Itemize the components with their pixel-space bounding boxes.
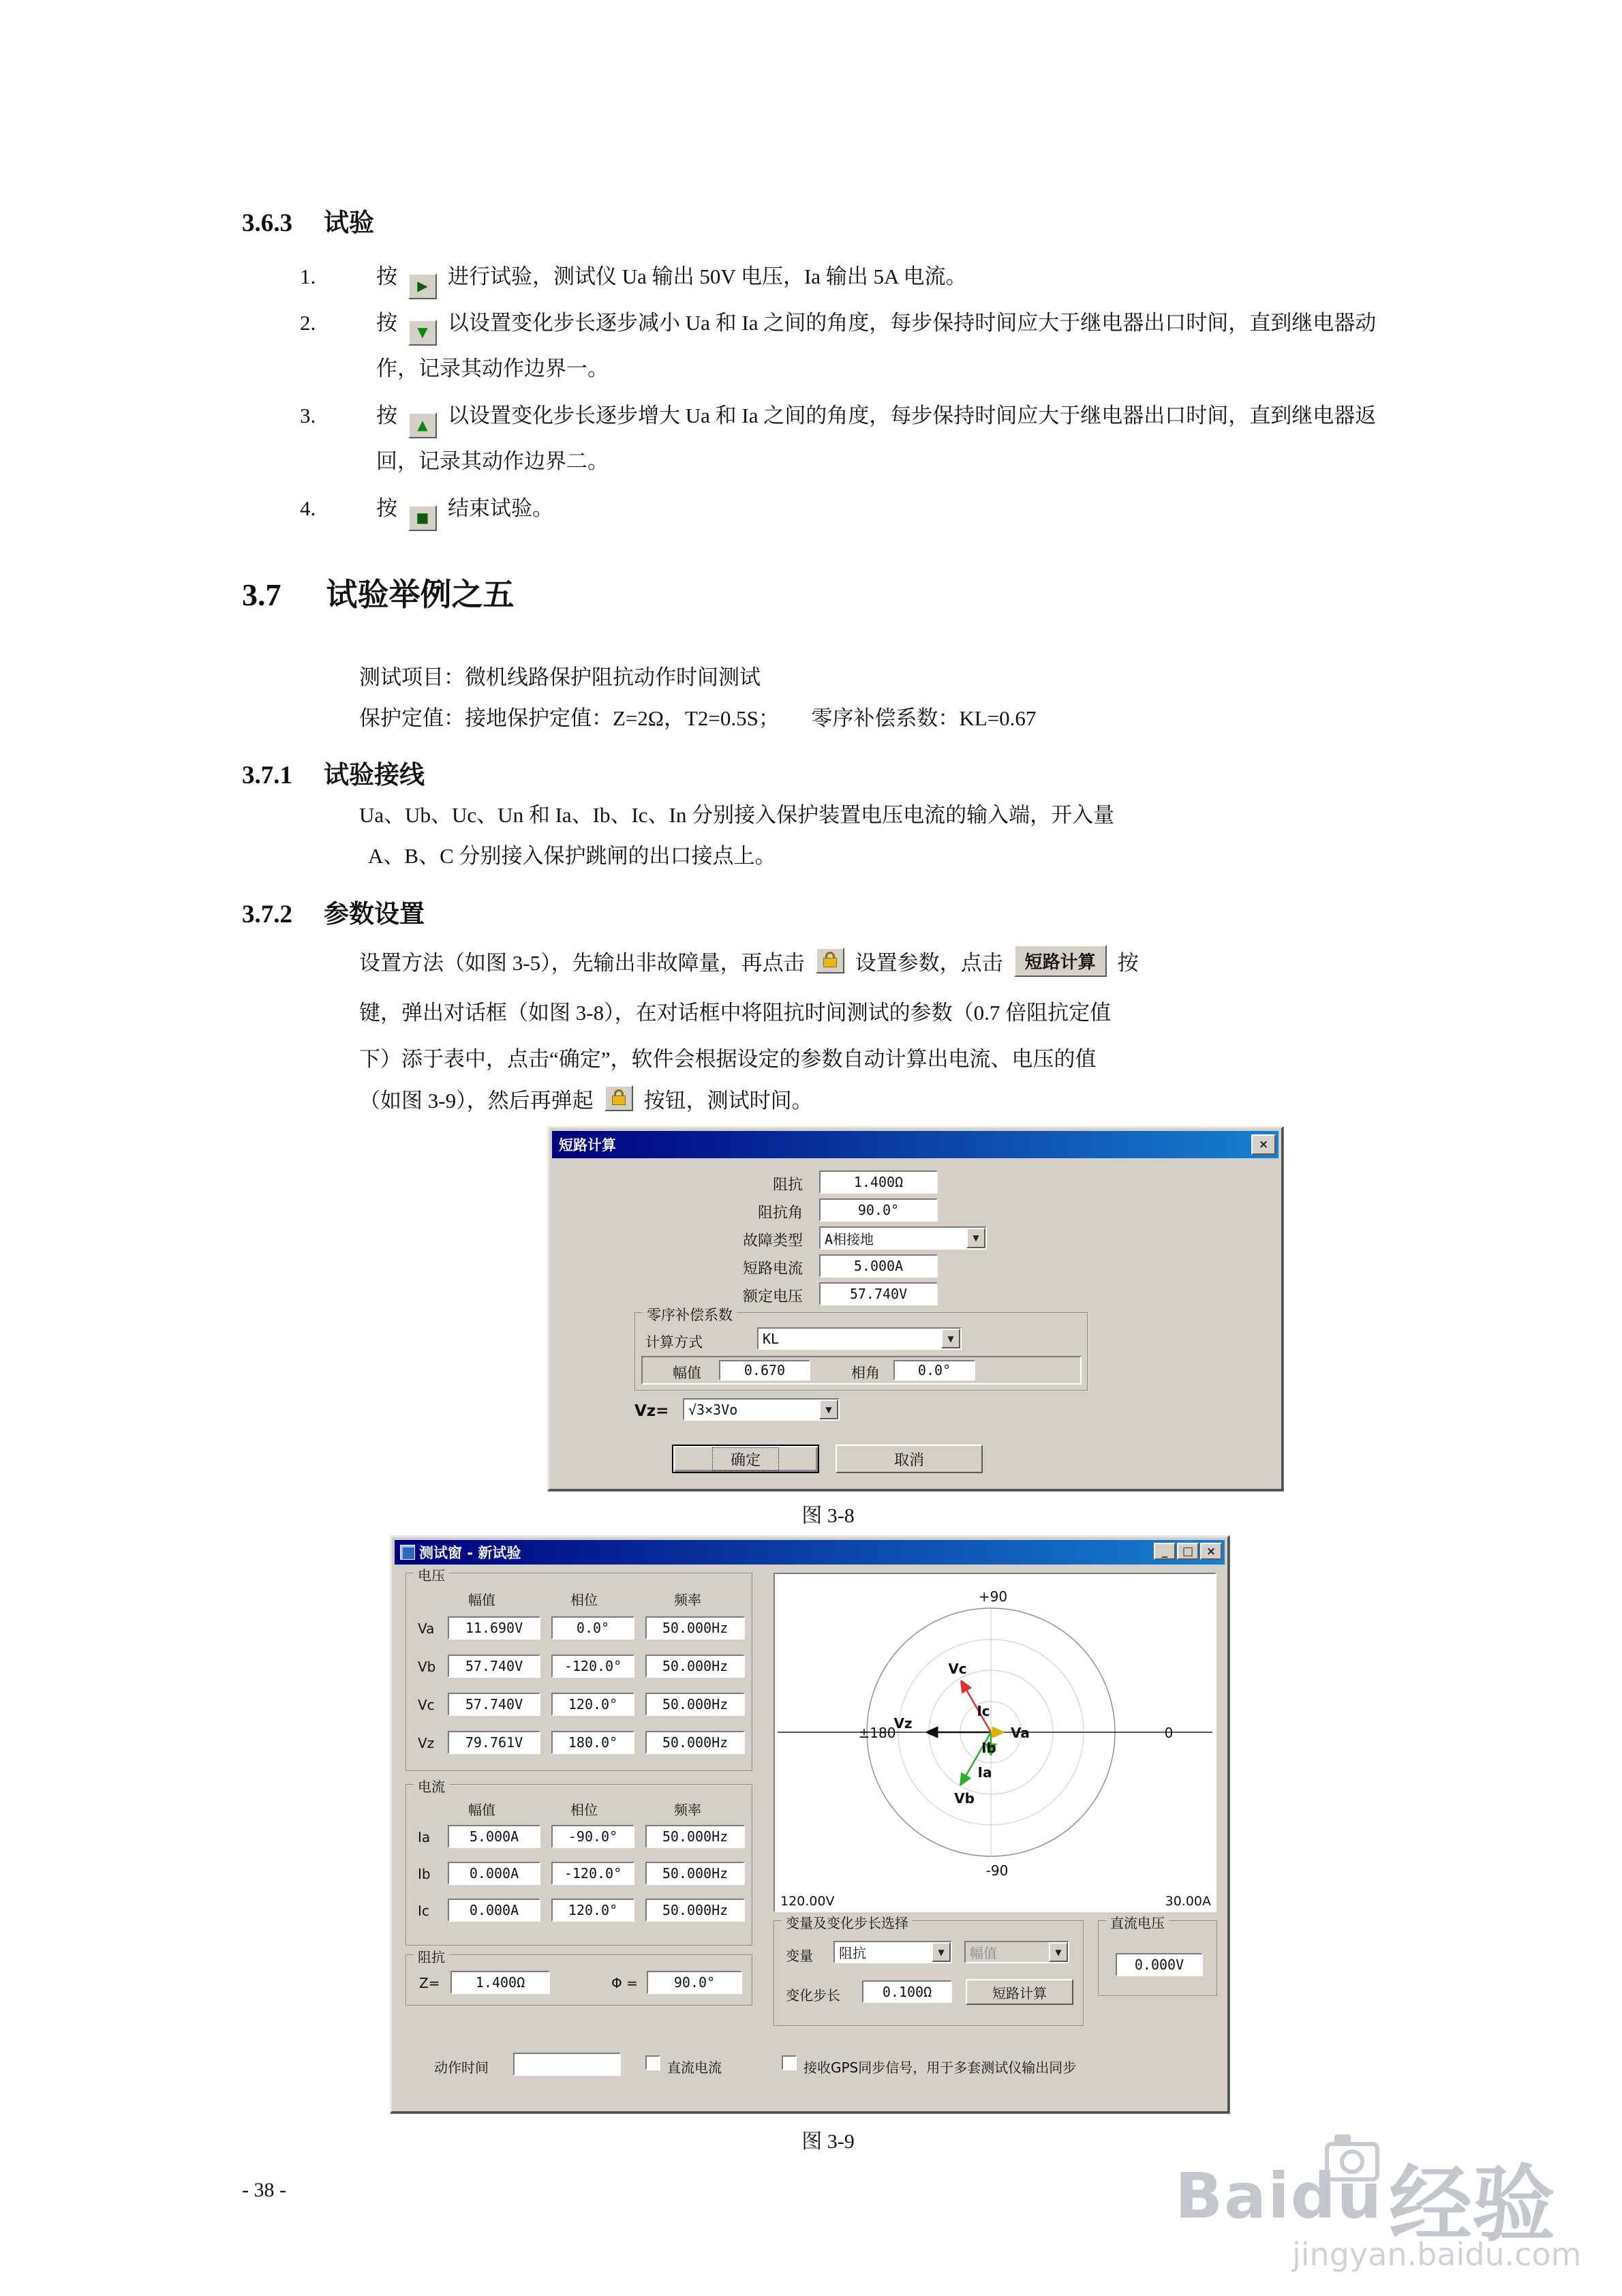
short-circuit-calc-button-image: 短路计算	[1014, 945, 1107, 977]
wiring-line: Ua、Ub、Uc、Un 和 Ia、Ib、Ic、In 分别接入保护装置电压电流的输入端，开入量	[359, 803, 1115, 827]
variable-label: 变量	[786, 1948, 813, 1964]
variable-step-group-label: 变量及变化步长选择	[782, 1912, 913, 1932]
paragraph-line	[359, 939, 1139, 982]
watermark-url: jingyan.baidu.com	[1292, 2236, 1582, 2273]
section-heading-37	[242, 570, 515, 615]
impedance-label: 阻抗	[772, 1177, 803, 1194]
list-number: 2.	[300, 311, 316, 335]
ic-phase-field[interactable]: 120.0°	[551, 1899, 634, 1922]
col-frequency: 频率	[674, 1592, 701, 1608]
ia-amplitude-field[interactable]: 5.000A	[448, 1825, 540, 1848]
lock-icon	[605, 1085, 633, 1111]
app-icon	[400, 1545, 415, 1560]
impedance-group-label: 阻抗	[414, 1946, 449, 1966]
paragraph-text: 按	[1117, 950, 1139, 975]
axis-label-left: ±180	[858, 1725, 896, 1741]
dc-voltage-field[interactable]: 0.000V	[1116, 1953, 1203, 1976]
vb-amplitude-field[interactable]: 57.740V	[448, 1655, 540, 1678]
minimize-icon[interactable]: _	[1154, 1543, 1176, 1560]
cancel-button[interactable]: 取消	[836, 1445, 983, 1473]
paragraph-text: （如图 3-9），然后再弹起	[359, 1088, 594, 1113]
voltage-scale-label: 120.00V	[780, 1894, 835, 1909]
vc-amplitude-field[interactable]: 57.740V	[448, 1693, 540, 1716]
baidu-watermark	[1159, 2132, 1622, 2282]
calc-mode-label: 计算方式	[645, 1334, 703, 1350]
fault-type-select[interactable]	[819, 1226, 987, 1250]
vb-label: Vb	[954, 1790, 975, 1807]
rated-voltage-field[interactable]: 57.740V	[819, 1282, 938, 1305]
close-icon[interactable]: ×	[1200, 1543, 1222, 1560]
test-window	[390, 1535, 1229, 2113]
variable-select[interactable]	[833, 1941, 952, 1963]
vz-phase-field[interactable]: 180.0°	[551, 1731, 634, 1754]
paragraph-text: 设置参数，点击	[855, 950, 1003, 975]
axis-label-bottom: -90	[985, 1862, 1009, 1879]
variable-value: 阻抗	[839, 1945, 866, 1961]
rated-voltage-label: 额定电压	[742, 1288, 803, 1305]
section-heading-363	[242, 202, 374, 239]
va-phase-field[interactable]: 0.0°	[551, 1616, 634, 1640]
section-title: 试验接线	[324, 761, 425, 789]
close-icon[interactable]: ×	[1251, 1134, 1276, 1155]
voltage-groupbox	[406, 1567, 753, 1772]
section-title: 参数设置	[324, 901, 425, 928]
ic-frequency-field[interactable]: 50.000Hz	[645, 1899, 745, 1922]
maximize-icon[interactable]: □	[1177, 1543, 1199, 1560]
va-label: Va	[1011, 1725, 1030, 1741]
calc-mode-select[interactable]	[757, 1327, 962, 1350]
row-name: Vb	[418, 1659, 436, 1675]
variable-sub-value: 幅值	[966, 1942, 1049, 1962]
page-number: - 38 -	[242, 2179, 286, 2201]
figure-caption: 图 3-8	[801, 1505, 855, 1527]
lock-icon	[816, 948, 844, 973]
row-name: Va	[418, 1620, 435, 1637]
impedance-angle-field[interactable]: 90.0°	[819, 1198, 938, 1222]
short-circuit-calc-dialog	[547, 1126, 1283, 1491]
amplitude-field[interactable]: 0.670	[719, 1360, 810, 1380]
vz-label: Vz=	[634, 1402, 669, 1420]
step-down-icon: ▼	[408, 320, 437, 346]
section-title: 试验	[324, 209, 374, 237]
col-frequency: 频率	[674, 1802, 701, 1818]
axis-label-right: 0	[1164, 1725, 1174, 1741]
row-name: Vc	[418, 1697, 435, 1713]
col-amplitude: 幅值	[468, 1592, 495, 1608]
step-field[interactable]: 0.100Ω	[862, 1980, 952, 2003]
polar-svg	[775, 1574, 1215, 1911]
dc-voltage-group-label: 直流电压	[1106, 1912, 1169, 1932]
impedance-field[interactable]: 1.400Ω	[819, 1170, 938, 1194]
ib-amplitude-field[interactable]: 0.000A	[448, 1862, 540, 1885]
gps-sync-checkbox[interactable]	[782, 2055, 797, 2070]
impedance-groupbox	[406, 1949, 753, 2006]
action-time-label: 动作时间	[434, 2059, 489, 2076]
zero-seq-group-label: 零序补偿系数	[643, 1304, 737, 1325]
list-text: 按	[376, 265, 397, 288]
va-amplitude-field[interactable]: 11.690V	[448, 1616, 540, 1640]
list-item	[300, 254, 1386, 299]
phase-angle-label: 相角	[851, 1365, 880, 1381]
vector-polar-plot	[774, 1573, 1216, 1912]
test-project-line: 测试项目：微机线路保护阻抗动作时间测试	[359, 665, 761, 689]
list-item	[300, 393, 1386, 484]
list-number: 1.	[300, 265, 316, 288]
current-groupbox	[406, 1779, 753, 1946]
gps-sync-checkbox-label: 接收GPS同步信号，用于多套测试仪输出同步	[804, 2059, 1077, 2076]
row-name: Ia	[418, 1829, 431, 1845]
ic-label: Ic	[977, 1703, 990, 1719]
col-phase: 相位	[570, 1802, 598, 1818]
window-titlebar[interactable]	[395, 1540, 1225, 1565]
calc-mode-value: KL	[763, 1330, 780, 1347]
play-icon: ▶	[408, 273, 437, 299]
vz-amplitude-field[interactable]: 79.761V	[448, 1731, 540, 1754]
chevron-down-icon[interactable]: ▼	[819, 1400, 838, 1419]
list-number: 4.	[300, 496, 316, 520]
window-title: 测试窗 - 新试验	[419, 1545, 521, 1561]
list-item	[300, 485, 1386, 531]
chevron-down-icon[interactable]: ▼	[1049, 1942, 1068, 1962]
chevron-down-icon[interactable]: ▼	[966, 1228, 985, 1248]
ok-button[interactable]	[672, 1445, 819, 1473]
section-number: 3.7	[242, 577, 281, 612]
step-up-icon: ▲	[408, 412, 437, 438]
fault-type-label: 故障类型	[742, 1233, 803, 1250]
paragraph-text: 设置方法（如图 3-5），先输出非故障量，再点击	[359, 950, 805, 975]
paragraph-text: 键，弹出对话框（如图 3-8），在对话框中将阻抗时间测试的参数（0.7 倍阻抗定值	[359, 1001, 1112, 1025]
list-text: 按	[376, 404, 397, 427]
list-text: 按	[376, 311, 397, 335]
short-circuit-current-label: 短路电流	[742, 1260, 803, 1278]
zero-seq-groupbox	[634, 1307, 1088, 1391]
phi-label: Φ =	[611, 1975, 638, 1991]
phase-angle-field[interactable]: 0.0°	[893, 1360, 975, 1380]
vc-label: Vc	[948, 1661, 967, 1677]
chevron-down-icon[interactable]: ▼	[932, 1942, 951, 1962]
section-title: 试验举例之五	[326, 577, 515, 612]
ia-frequency-field[interactable]: 50.000Hz	[645, 1825, 745, 1848]
step-label: 变化步长	[786, 1987, 840, 2004]
section-heading-371	[242, 754, 425, 791]
paragraph-text: 下）添于表中，点击“确定”，软件会根据设定的参数自动计算出电流、电压的值	[359, 1047, 1097, 1071]
ic-amplitude-field[interactable]: 0.000A	[448, 1899, 540, 1922]
vz-frequency-field[interactable]: 50.000Hz	[645, 1731, 745, 1754]
watermark-brand-cn: 经验	[1389, 2156, 1555, 2253]
vb-phase-field[interactable]: -120.0°	[551, 1655, 634, 1678]
list-text: 进行试验，测试仪 Ua 输出 50V 电压，Ia 输出 5A 电流。	[448, 265, 967, 288]
vz-formula-value: √3×3Vo	[688, 1401, 738, 1418]
action-time-field[interactable]	[513, 2053, 621, 2076]
ib-phase-field[interactable]: -120.0°	[551, 1862, 634, 1885]
variable-step-groupbox	[774, 1915, 1084, 2027]
z-label: Z=	[419, 1975, 440, 1991]
ia-label: Ia	[977, 1764, 992, 1781]
current-scale-label: 30.00A	[1165, 1894, 1211, 1909]
vc-phase-field[interactable]: 120.0°	[551, 1693, 634, 1716]
vz-label: Vz	[893, 1715, 913, 1732]
dc-voltage-groupbox	[1098, 1915, 1218, 1997]
list-text: 以设置变化步长逐步增大 Ua 和 Ia 之间的角度，每步保持时间应大于继电器出口时间，直到继电器返回，记录其动作边界二。	[376, 404, 1377, 473]
chevron-down-icon[interactable]: ▼	[941, 1329, 960, 1348]
current-group-label: 电流	[414, 1776, 449, 1796]
ia-phase-field[interactable]: -90.0°	[551, 1825, 634, 1848]
axis-label-top: +90	[978, 1588, 1008, 1605]
paragraph-text: 按钮，测试时间。	[643, 1088, 813, 1113]
paragraph-line	[359, 1077, 813, 1119]
dc-current-checkbox[interactable]	[645, 2055, 660, 2070]
stop-icon: ■	[408, 505, 437, 531]
short-circuit-current-field[interactable]: 5.000A	[819, 1254, 938, 1278]
vb-frequency-field[interactable]: 50.000Hz	[645, 1655, 745, 1678]
watermark-brand: Baidu	[1175, 2160, 1383, 2233]
figure-caption: 图 3-9	[801, 2130, 855, 2153]
voltage-group-label: 电压	[414, 1565, 449, 1584]
list-item	[300, 300, 1386, 391]
wiring-line: A、B、C 分别接入保护跳闸的出口接点上。	[368, 844, 776, 868]
z-field[interactable]: 1.400Ω	[450, 1971, 550, 1994]
va-frequency-field[interactable]: 50.000Hz	[645, 1616, 745, 1640]
ib-label: Ib	[981, 1740, 996, 1756]
section-number: 3.7.2	[242, 901, 292, 928]
row-name: Ic	[418, 1903, 429, 1919]
variable-sub-select[interactable]	[964, 1941, 1069, 1963]
section-number: 3.6.3	[242, 209, 292, 237]
phi-field[interactable]: 90.0°	[647, 1971, 742, 1994]
dialog-titlebar[interactable]	[552, 1131, 1279, 1158]
list-text: 以设置变化步长逐步减小 Ua 和 Ia 之间的角度，每步保持时间应大于继电器出口时间，直到继电器动作，记录其动作边界一。	[376, 311, 1377, 380]
list-number: 3.	[300, 404, 316, 427]
row-name: Ib	[418, 1866, 431, 1882]
impedance-angle-label: 阻抗角	[757, 1205, 803, 1222]
list-text: 按	[376, 496, 397, 520]
amplitude-label: 幅值	[673, 1365, 701, 1381]
vc-frequency-field[interactable]: 50.000Hz	[645, 1693, 745, 1716]
ib-frequency-field[interactable]: 50.000Hz	[645, 1862, 745, 1885]
dc-current-checkbox-label: 直流电流	[667, 2059, 722, 2076]
zero-seq-value-strip	[641, 1356, 1082, 1385]
fault-type-value: A相接地	[825, 1230, 874, 1248]
list-text: 结束试验。	[448, 496, 553, 520]
vz-formula-select[interactable]	[683, 1398, 840, 1421]
col-amplitude: 幅值	[468, 1802, 495, 1818]
row-name: Vz	[418, 1735, 435, 1751]
short-circuit-calc-button[interactable]: 短路计算	[966, 1979, 1073, 2005]
section-number: 3.7.1	[242, 761, 292, 789]
col-phase: 相位	[570, 1592, 598, 1608]
protection-setting-line: 保护定值：接地保护定值：Z=2Ω，T2=0.5S； 零序补偿系数：KL=0.67	[359, 706, 1037, 730]
dialog-title: 短路计算	[559, 1137, 616, 1153]
ok-button-label: 确定	[712, 1447, 779, 1471]
section-heading-372	[242, 893, 425, 930]
